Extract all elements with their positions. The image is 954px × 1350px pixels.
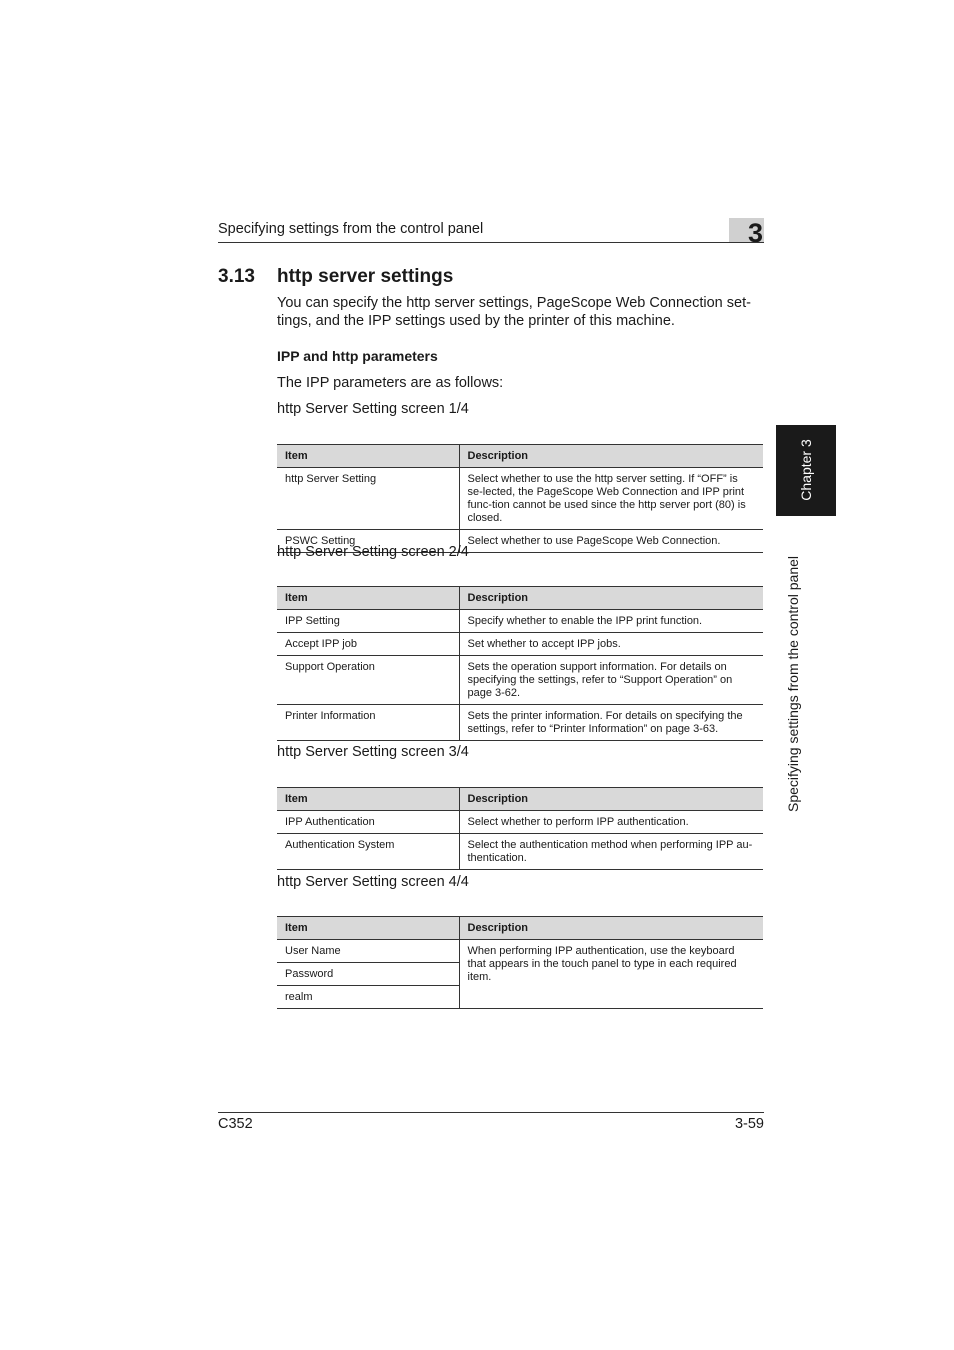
description-cell: Select the authentication method when performing IPP au-thentication. — [459, 834, 763, 870]
column-header-description: Description — [459, 445, 763, 468]
section-title-text: http server settings — [277, 266, 454, 287]
table-row — [277, 633, 763, 656]
section-tab-label: Specifying settings from the control panel — [785, 555, 801, 813]
table-row — [277, 940, 763, 963]
header-rule — [218, 242, 764, 243]
table-caption: http Server Setting screen 2/4 — [277, 544, 469, 560]
table-row — [277, 834, 763, 870]
table-row — [277, 705, 763, 741]
table-row — [277, 656, 763, 705]
description-cell: Select whether to perform IPP authentication. — [459, 811, 763, 834]
table-caption: http Server Setting screen 1/4 — [277, 401, 469, 417]
item-cell: Accept IPP job — [277, 633, 459, 656]
column-header-item: Item — [277, 587, 459, 610]
settings-table-2 — [277, 586, 763, 741]
item-cell: Authentication System — [277, 834, 459, 870]
section-title — [218, 265, 453, 289]
column-header-item: Item — [277, 917, 459, 940]
item-cell: Password — [277, 963, 459, 986]
chapter-tab-label: Chapter 3 — [798, 439, 814, 501]
description-cell: Sets the operation support information. For details on specifying the settings, refer to “Support Operation” on page 3-62. — [459, 656, 763, 705]
item-cell: Support Operation — [277, 656, 459, 705]
table-caption: http Server Setting screen 4/4 — [277, 874, 469, 890]
table-row — [277, 468, 763, 530]
item-cell: PSWC Setting — [277, 530, 459, 553]
column-header-item: Item — [277, 788, 459, 811]
column-header-item: Item — [277, 445, 459, 468]
item-cell: IPP Authentication — [277, 811, 459, 834]
column-header-description: Description — [459, 917, 763, 940]
description-cell: Specify whether to enable the IPP print function. — [459, 610, 763, 633]
running-header: Specifying settings from the control panel — [218, 221, 484, 237]
table-row — [277, 610, 763, 633]
item-cell: Printer Information — [277, 705, 459, 741]
column-header-description: Description — [459, 587, 763, 610]
intro-paragraph: You can specify the http server settings, PageScope Web Connection set-tings, and the IPP settings used by the printer of this machine. — [277, 295, 751, 329]
description-cell: When performing IPP authentication, use the keyboard that appears in the touch panel to type in each required item. — [459, 940, 763, 1009]
description-cell: Select whether to use PageScope Web Connection. — [459, 530, 763, 553]
settings-table-4 — [277, 916, 763, 1009]
description-cell: Set whether to accept IPP jobs. — [459, 633, 763, 656]
settings-table-1 — [277, 444, 763, 553]
description-cell: Sets the printer information. For details on specifying the settings, refer to “Printer Information” on page 3-63. — [459, 705, 763, 741]
footer-model: C352 — [218, 1116, 253, 1132]
item-cell: realm — [277, 986, 459, 1009]
section-number: 3.13 — [218, 266, 255, 287]
chapter-number-badge: 3 — [729, 218, 764, 242]
page-number: 3-59 — [734, 1116, 764, 1132]
ipp-intro-paragraph: The IPP parameters are as follows: — [277, 375, 504, 391]
column-header-description: Description — [459, 788, 763, 811]
item-cell: IPP Setting — [277, 610, 459, 633]
table-caption: http Server Setting screen 3/4 — [277, 744, 469, 760]
description-cell: Select whether to use the http server setting. If “OFF” is se-lected, the PageScope Web Connection and IPP print func-tion cannot be used since the http server port (80) is closed. — [459, 468, 763, 530]
item-cell: User Name — [277, 940, 459, 963]
footer-rule — [218, 1112, 764, 1113]
table-row — [277, 811, 763, 834]
subheading: IPP and http parameters — [277, 348, 438, 364]
item-cell: http Server Setting — [277, 468, 459, 530]
settings-table-3 — [277, 787, 763, 870]
